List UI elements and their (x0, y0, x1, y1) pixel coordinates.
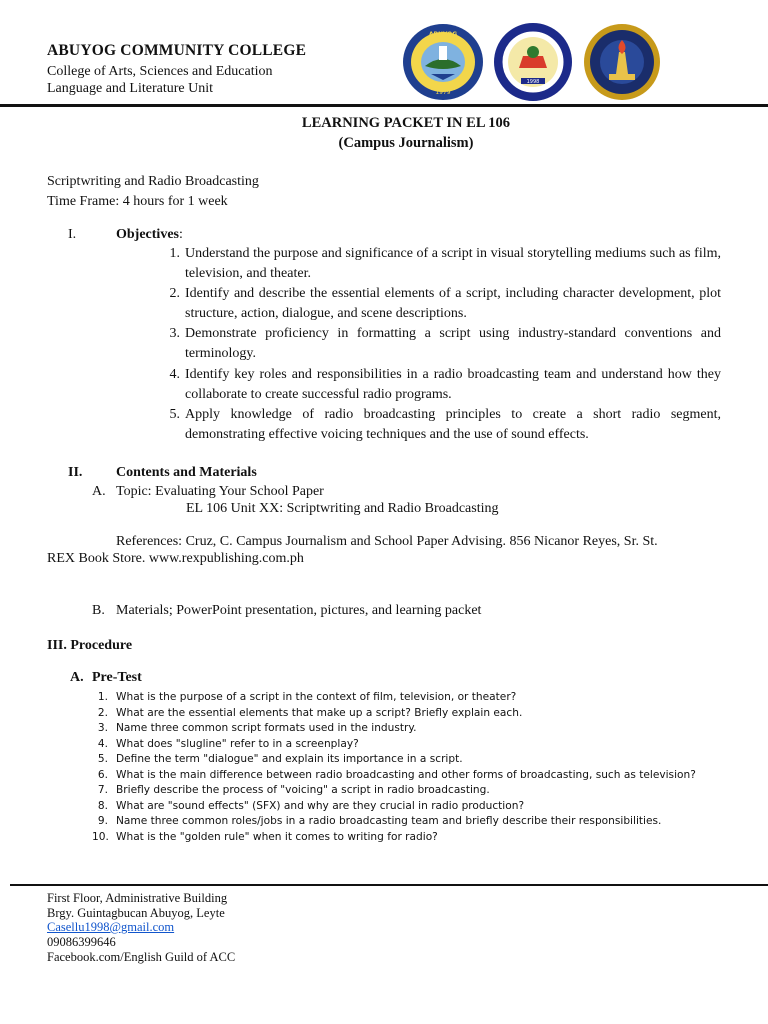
objective-number: 1. (169, 246, 180, 261)
seals-group (401, 22, 661, 102)
footer-phone: 09086399646 (47, 935, 116, 949)
question-text: What is the main difference between radio broadcasting and other forms of broadcasting, such as television? (116, 768, 696, 781)
objective-item (160, 244, 721, 284)
materials-line: Materials; PowerPoint presentation, pictures, and learning packet (116, 603, 482, 618)
question-number: 4. (97, 737, 108, 750)
section-1-heading (116, 227, 183, 243)
pretest-question (92, 737, 732, 753)
question-text: Name three common script formats used in the industry. (116, 722, 417, 734)
footer-address-1: First Floor, Administrative Building (47, 891, 228, 905)
objective-item (160, 365, 721, 405)
pretest-question (92, 706, 732, 722)
objectives-colon: : (178, 227, 183, 242)
references-line-2: REX Book Store. www.rexpublishing.com.ph (47, 551, 304, 566)
objective-text: Apply knowledge of radio broadcasting principles to create a short radio segment, demonstrating effective voicing techniques and the use of sound effects. (185, 407, 721, 442)
svg-text:ABUYOG: ABUYOG (428, 31, 458, 38)
objective-text: Identify key roles and responsibilities in a radio broadcasting team and understand how they collaborate to create successful radio programs. (185, 367, 721, 402)
pretest-question (92, 721, 732, 737)
question-text: Define the term "dialogue" and explain its importance in a script. (116, 753, 463, 765)
objective-number: 3. (169, 326, 180, 341)
question-text: Briefly describe the process of "voicing" a script in radio broadcasting. (116, 784, 490, 796)
objective-number: 2. (169, 286, 180, 301)
pretest-question (92, 830, 732, 846)
abuyog-college-seal-logo (401, 22, 485, 102)
pretest-question (92, 768, 732, 784)
question-number: 1. (97, 691, 108, 703)
packet-subtitle: (Campus Journalism) (338, 135, 474, 151)
pretest-question (92, 783, 732, 799)
pretest-question (92, 752, 732, 768)
pretest-question (92, 799, 732, 815)
section-1-numeral: I. (68, 227, 77, 242)
section-2-heading: Contents and Materials (116, 465, 257, 480)
question-text: What are the essential elements that make up a script? Briefly explain each. (116, 706, 523, 719)
question-number: 9. (97, 815, 108, 827)
college-name: ABUYOG COMMUNITY COLLEGE (47, 42, 307, 59)
subject-line: Scriptwriting and Radio Broadcasting (47, 174, 259, 189)
references-line-1: References: Cruz, C. Campus Journalism and School Paper Advising. 856 Nicanor Reyes, Sr. St. (116, 534, 658, 549)
footer-address-2: Brgy. Guintagbucan Abuyog, Leyte (47, 906, 225, 920)
footer-divider (10, 884, 768, 886)
pretest-heading: Pre-Test (92, 670, 142, 685)
svg-text:1998: 1998 (526, 79, 540, 85)
question-number: 10. (92, 830, 109, 843)
question-number: 8. (97, 799, 108, 812)
question-text: Name three common roles/jobs in a radio broadcasting team and briefly describe their responsibilities. (116, 815, 662, 827)
topic-line: Topic: Evaluating Your School Paper (116, 484, 324, 499)
svg-text:1979: 1979 (435, 89, 451, 96)
time-frame: Time Frame: 4 hours for 1 week (47, 194, 228, 209)
header-divider (0, 104, 768, 107)
objectives-heading: Objectives (116, 227, 179, 242)
question-number: 6. (97, 768, 108, 781)
question-number: 7. (97, 784, 108, 796)
question-text: What does "slugline" refer to in a screenplay? (116, 737, 359, 750)
objective-item (160, 324, 721, 364)
department-name: College of Arts, Sciences and Education (47, 64, 273, 79)
objective-text: Identify and describe the essential elements of a script, including character development, plot structure, action, dialogue, and scene descriptions. (185, 286, 721, 321)
question-text: What are "sound effects" (SFX) and why are they crucial in radio production? (116, 799, 525, 812)
pretest-question (92, 690, 732, 706)
objective-number: 4. (169, 367, 180, 382)
footer-facebook: Facebook.com/English Guild of ACC (47, 950, 236, 964)
question-number: 3. (97, 722, 108, 734)
objective-text: Understand the purpose and significance of a script in visual storytelling mediums such as film, television, and theater. (185, 246, 721, 281)
topic-unit: EL 106 Unit XX: Scriptwriting and Radio Broadcasting (186, 501, 499, 516)
objective-number: 5. (169, 407, 180, 422)
unit-name: Language and Literature Unit (47, 81, 213, 96)
college-arts-sciences-seal-logo (493, 22, 573, 102)
objective-text: Demonstrate proficiency in formatting a script using industry-standard conventions and terminology. (185, 326, 721, 361)
footer-email-link[interactable]: Casellu1998@gmail.com (47, 920, 175, 934)
question-number: 2. (97, 706, 108, 719)
packet-title: LEARNING PACKET IN EL 106 (301, 115, 511, 131)
topic-label: A. (92, 484, 106, 499)
question-text: What is the "golden rule" when it comes to writing for radio? (116, 830, 438, 843)
section-3-heading: III. Procedure (47, 638, 133, 653)
question-number: 5. (97, 753, 108, 765)
objective-item (160, 284, 721, 324)
question-text: What is the purpose of a script in the context of film, television, or theater? (116, 691, 517, 703)
language-literature-unit-seal-logo (583, 22, 661, 102)
section-2-numeral: II. (68, 465, 83, 480)
objective-item (160, 405, 721, 445)
pretest-question (92, 814, 732, 830)
materials-label: B. (92, 603, 105, 618)
pretest-label: A. (70, 670, 84, 685)
